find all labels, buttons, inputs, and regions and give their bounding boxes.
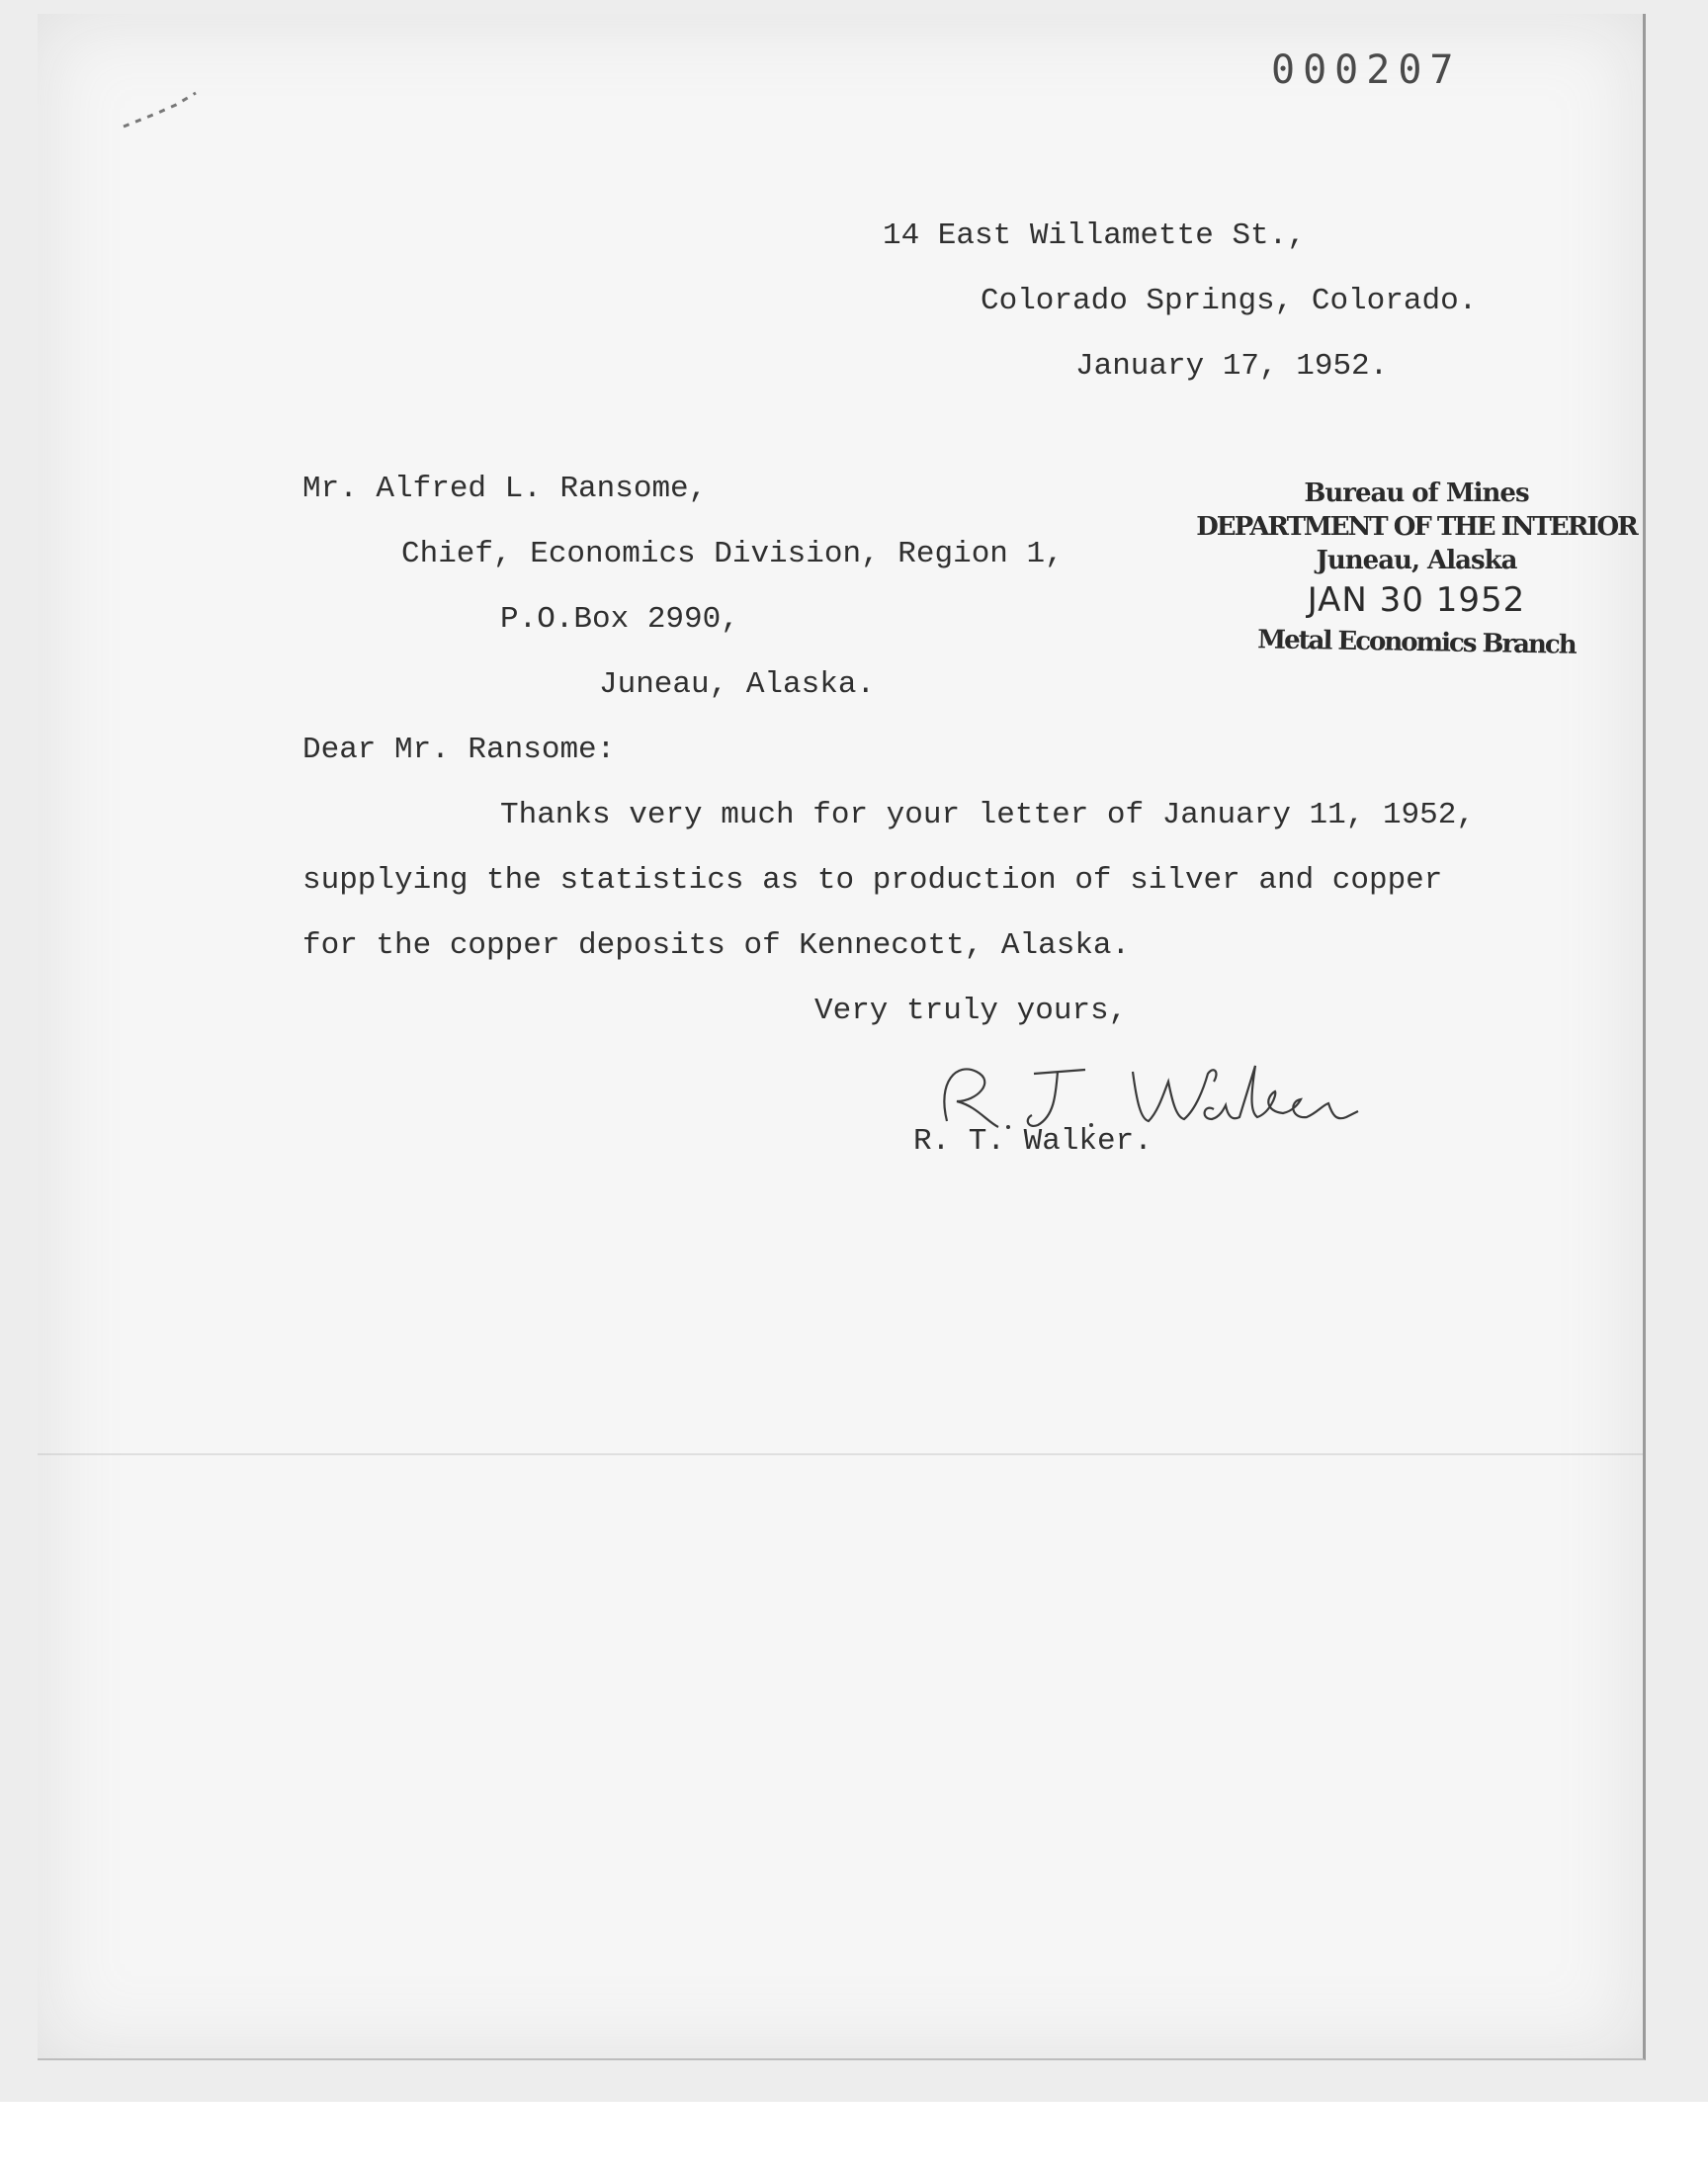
document-number: 000207 bbox=[1271, 47, 1462, 93]
letter-date: January 17, 1952. bbox=[1075, 349, 1389, 384]
stamp-bureau: Bureau of Mines bbox=[1304, 478, 1529, 508]
closing: Very truly yours, bbox=[814, 994, 1128, 1028]
sender-city: Colorado Springs, Colorado. bbox=[981, 284, 1478, 318]
body-line: for the copper deposits of Kennecott, Alaska. bbox=[302, 928, 1131, 963]
paper-fold bbox=[38, 1453, 1643, 1455]
letter-page bbox=[38, 14, 1646, 2060]
received-stamp bbox=[1184, 477, 1649, 662]
signer-name: R. T. Walker. bbox=[913, 1124, 1153, 1159]
recipient-name: Mr. Alfred L. Ransome, bbox=[302, 472, 708, 506]
recipient-city: Juneau, Alaska. bbox=[599, 667, 876, 702]
scanner-bottom-band bbox=[0, 2102, 1708, 2175]
stamp-department: DEPARTMENT OF THE INTERIOR bbox=[1196, 512, 1637, 542]
sender-street: 14 East Willamette St., bbox=[883, 218, 1306, 253]
ink-speck-mark bbox=[119, 75, 237, 134]
recipient-title: Chief, Economics Division, Region 1, bbox=[401, 537, 1064, 571]
body-line: Thanks very much for your letter of January 11, 1952, bbox=[500, 798, 1475, 832]
stamp-branch: Metal Economics Branch bbox=[1257, 625, 1576, 660]
stamp-location: Juneau, Alaska bbox=[1316, 546, 1517, 575]
stamp-date: JAN 30 1952 bbox=[1307, 580, 1526, 620]
body-line: supplying the statistics as to production of silver and copper bbox=[302, 863, 1443, 898]
recipient-box: P.O.Box 2990, bbox=[500, 602, 739, 637]
salutation: Dear Mr. Ransome: bbox=[302, 733, 616, 767]
